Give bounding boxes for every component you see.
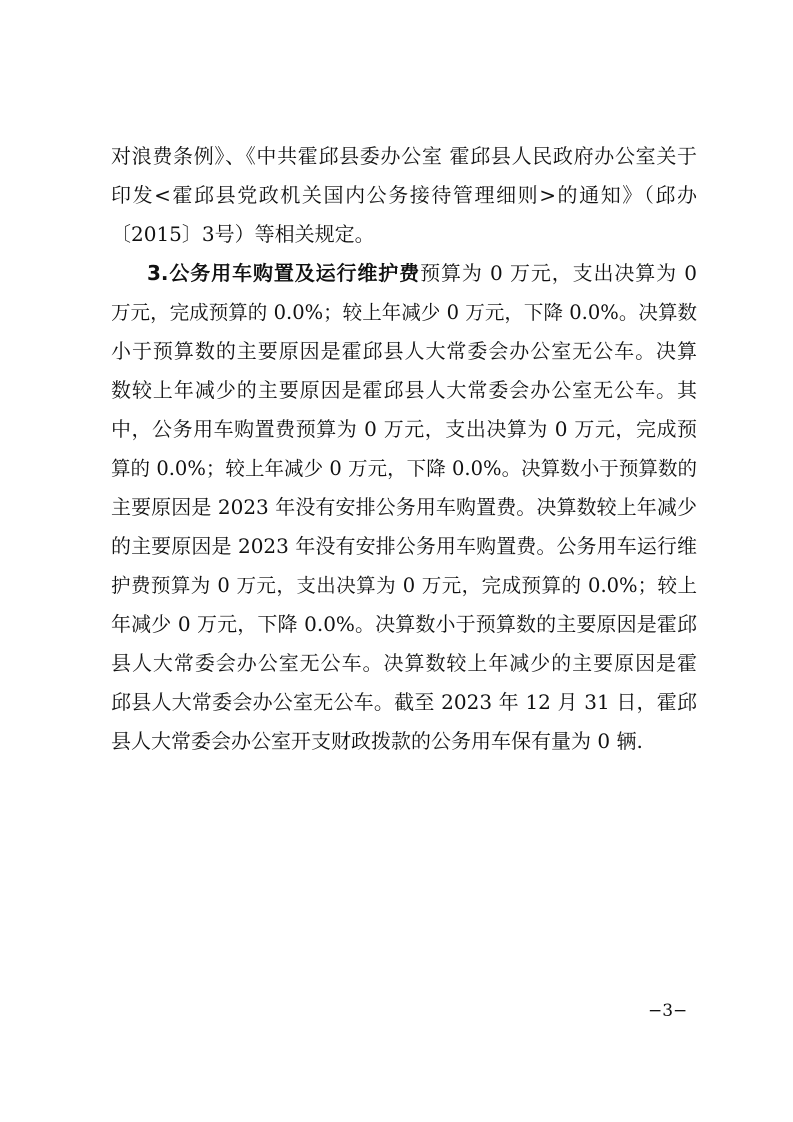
text-line: 小于预算数的主要原因是霍邱县人大常委会办公室无公车。决算 [111, 339, 697, 363]
section-heading: 公务用车购置及运行维护费 [168, 261, 421, 285]
text-line: 主要原因是 2023 年没有安排公务用车购置费。决算数较上年减少 [111, 495, 697, 519]
text-line: 的主要原因是 2023 年没有安排公务用车购置费。公务用车运行维 [111, 534, 697, 558]
text-line: 年减少 0 万元，下降 0.0%。决算数小于预算数的主要原因是霍邱 [111, 612, 697, 636]
text-line: 数较上年减少的主要原因是霍邱县人大常委会办公室无公车。其 [111, 378, 697, 402]
text-line: 〔2015〕3号）等相关规定。 [111, 222, 375, 246]
text-line: 对浪费条例》、《中共霍邱县委办公室 霍邱县人民政府办公室关于 [111, 144, 697, 168]
text-line: 印发<霍邱县党政机关国内公务接待管理细则>的通知》（邱办 [111, 183, 697, 207]
paragraph-regulations [111, 137, 697, 254]
text-line: 护费预算为 0 万元，支出决算为 0 万元，完成预算的 0.0%；较上 [111, 574, 697, 597]
text-line: 中，公务用车购置费预算为 0 万元，支出决算为 0 万元，完成预 [111, 417, 697, 441]
section-heading-number: 3. [147, 261, 169, 285]
paragraph-vehicle-expenses [111, 254, 697, 761]
text-line: 万元，完成预算的 0.0%；较上年减少 0 万元，下降 0.0%。决算数 [111, 301, 697, 324]
text-line: 邱县人大常委会办公室无公车。截至 2023 年 12 月 31 日，霍邱 [111, 690, 697, 714]
text-line-heading [111, 254, 697, 293]
text-line: 县人大常委会办公室开支财政拨款的公务用车保有量为 0 辆. [111, 729, 643, 753]
text-line: 县人大常委会办公室无公车。决算数较上年减少的主要原因是霍 [111, 651, 697, 675]
text-segment: 预算为 0 万元，支出决算为 0 [420, 261, 698, 285]
text-line: 算的 0.0%；较上年减少 0 万元，下降 0.0%。决算数小于预算数的 [111, 457, 697, 480]
page-number: −3− [648, 1001, 688, 1021]
